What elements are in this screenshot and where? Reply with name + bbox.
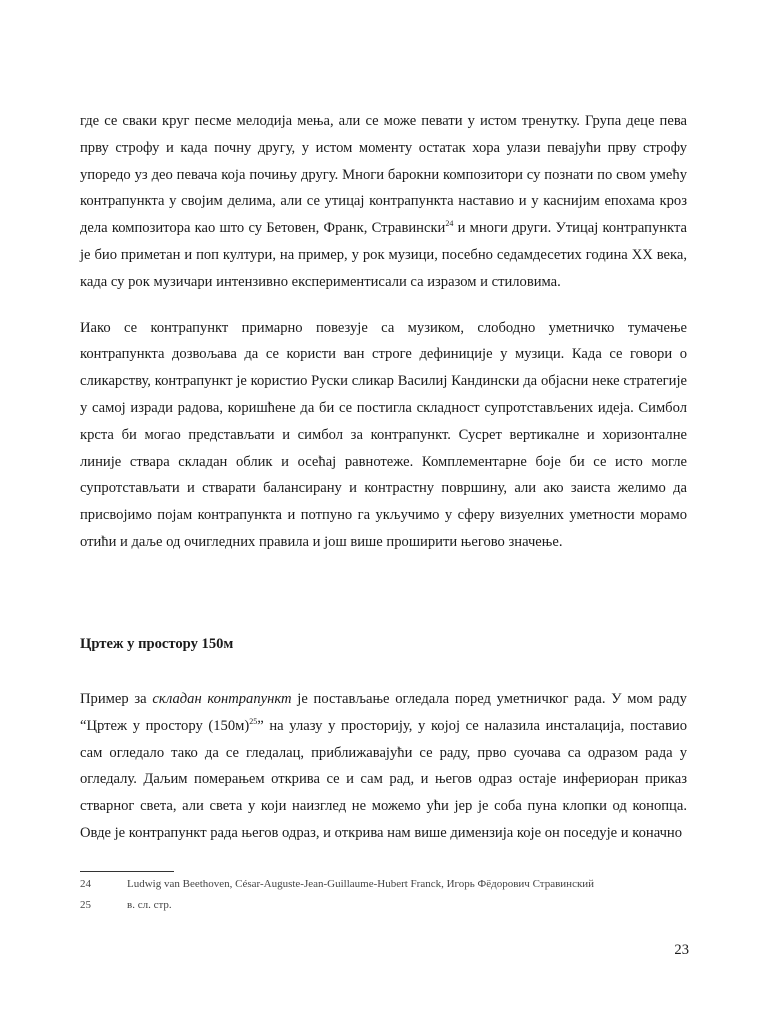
paragraph3-italic-term: складан контрапункт [152, 691, 292, 707]
paragraph1-text-part1: где се сваки круг песме мелодија мења, али се може певати у истом тренутку. Група деце пева прву строфу и када почну другу, у истом моменту остатак хора улази певајући прву строфу упоредо уз део певача која почињу другу. Многи барокни композитори су познати по свом умећу контрапункта у својим делима, али се утицај контрапункта наставио и у каснијим епохама кроз дела композитора као што су Бетовен, Франк, Стравински [80, 113, 687, 237]
footnote-25 [80, 895, 687, 915]
paragraph1-text-part2: и многи други. Утицај контрапункта је био приметан и поп култури, на пример, у рок музици, посебно седамдесетих година XX века, када су рок музичари интензивно експериментисали са изразом и стиловима. [80, 220, 687, 290]
paragraph-mirror-example [80, 686, 687, 847]
page-number: 23 [674, 942, 689, 958]
footnote-number: 24 [80, 878, 91, 890]
paragraph3-text-part1: Пример за [80, 691, 153, 707]
paragraph-counterpoint-history [80, 108, 687, 296]
footnote-24 [80, 874, 687, 894]
footnote-ref-25[interactable]: 25 [249, 716, 258, 726]
section-heading: Цртеж у простору 150м [80, 636, 234, 652]
footnote-separator [80, 871, 174, 872]
footnote-text: в. сл. стр. [127, 899, 172, 911]
footnote-text: Ludwig van Beethoven, César-Auguste-Jean-Guillaume-Hubert Franck, Игорь Фёдорович Стравинский [127, 878, 595, 890]
document-body [80, 108, 687, 556]
paragraph3-text-part3: ” на улазу у просторију, у којој се налазила инсталација, поставио сам огледало тако да се гледалац, приближавајући се раду, прво суочава са одразом рада у огледалу. Даљим померањем открива се и сам рад, и његов одраз остаје инфериоран приказ стварног света, али света у који наизглед не можемо ући јер је соба пуна клопки од конопца. Овде је контрапункт рада његов одраз, и открива нам више димензија које он поседује и коначно [80, 717, 687, 841]
paragraph3-text-part2: је постављање огледала поред уметничког рада. У мом раду “Цртеж у простору (150м) [80, 691, 687, 734]
footnote-ref-24[interactable]: 24 [445, 219, 454, 229]
footnote-number: 25 [80, 899, 91, 911]
footnotes [80, 874, 687, 916]
paragraph-counterpoint-art: Иако се контрапункт примарно повезује са музиком, слободно уметничко тумачење контрапункта дозвољава да се користи ван строге дефиниције у музици. Када се говори о сликарству, контрапункт је користио Руски сликар Василиј Кандински да објасни неке стратегије у самој изради радова, коришћене да би се постигла складност супротстављених идеја. Симбол крста би могао представљати и симбол за контрапункт. Сусрет вертикалне и хоризонталне линије ствара складан облик и осећај равнотеже. Комплементарне боје би се исто могле супротстављати и стварати балансирану и контрастну површину, али ако заиста желимо да присвојимо појам контрапункта и потпуно га укључимо у сферу визуелних уметности морамо отићи и даље од очигледних правила и још више проширити његово значење. [80, 319, 687, 550]
